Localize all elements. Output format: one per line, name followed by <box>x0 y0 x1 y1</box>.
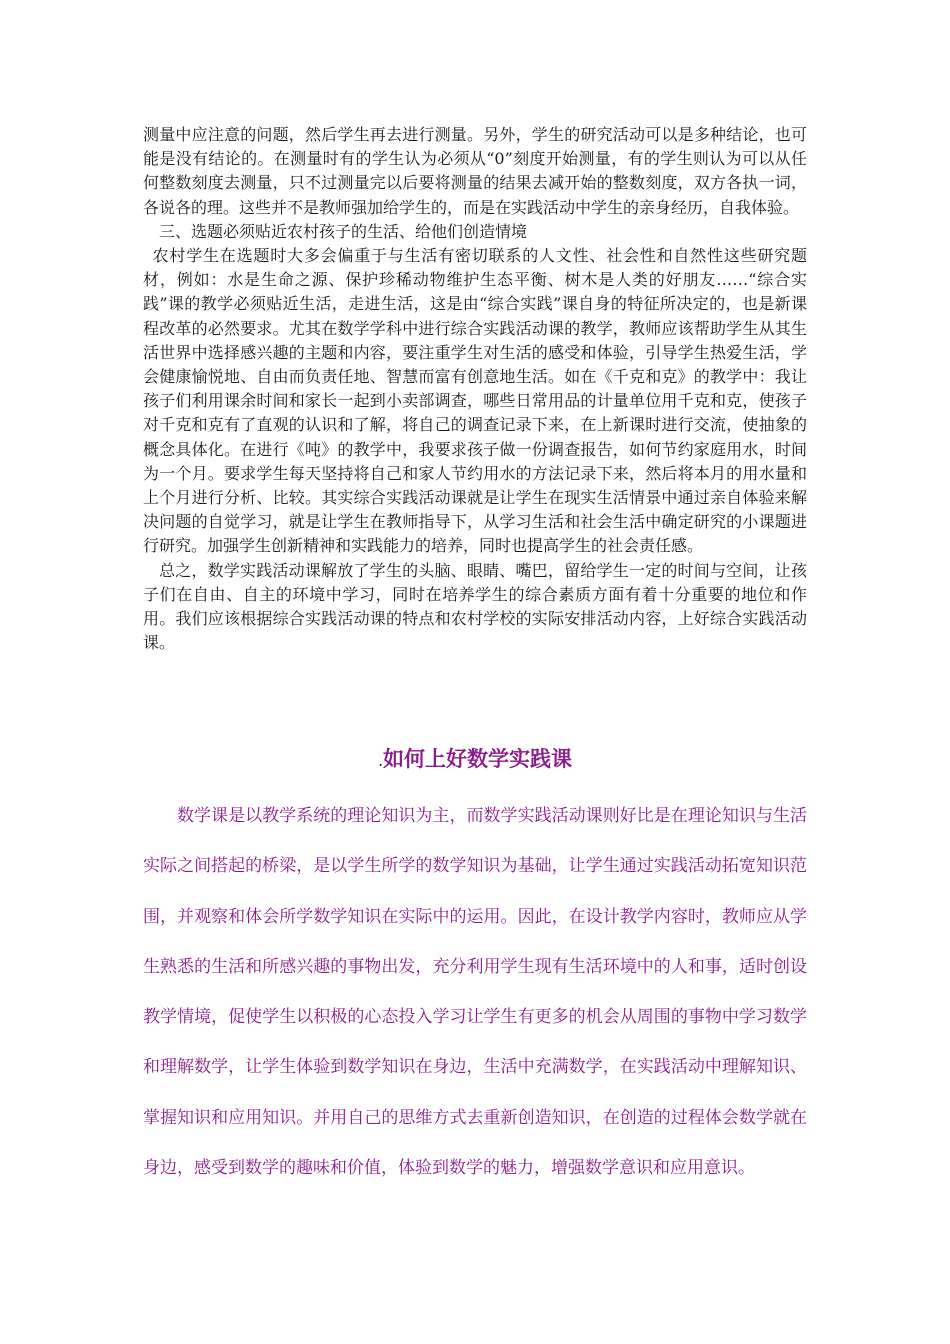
section-heading-three: 三、选题必须贴近农村孩子的生活、给他们创造情境 <box>159 221 528 241</box>
article-title-text: 如何上好数学实践课 <box>383 747 573 771</box>
paragraph-rural-topics: 农村学生在选题时大多会偏重于与生活有密切联系的人文性、社会性和自然性这些研究题材，例如：水是生命之源、保护珍稀动物维护生态平衡、树木是人类的好朋友……“综合实践”课的教学必须贴近生活，走进生活，这是由“综合实践”课自身的特征所决定的，也是新课程改革的必然要求。尤其在数学学科中进行综合实践活动课的教学，教师应该帮助学生从其生活世界中选择感兴趣的主题和内容，要注重学生对生活的感受和体验，引导学生热爱生活，学会健康愉悦地、自由而负责任地、智慧而富有创意地生活。如在《千克和克》的教学中：我让孩子们利用课余时间和家长一起到小卖部调查，哪些日常用品的计量单位用千克和克，使孩子对千克和克有了直观的认识和了解，将自己的调查记录下来，在上新课时进行交流，使抽象的概念具体化。在进行《吨》的教学中，我要求孩子做一份调查报告，如何节约家庭用水，时间为一个月。要求学生每天坚持将自己和家人节约用水的方法记录下来，然后将本月的用水量和上个月进行分析、比较。其实综合实践活动课就是让学生在现实生活情景中通过亲自体验来解决问题的自觉学习，就是让学生在教师指导下，从学习生活和社会生活中确定研究的小课题进行研究。加强学生创新精神和实践能力的培养，同时也提高学生的社会责任感。 <box>143 246 807 556</box>
section-continued-text <box>143 123 807 655</box>
paragraph-summary: 总之，数学实践活动课解放了学生的头脑、眼睛、嘴巴，留给学生一定的时间与空间，让孩子们在自由、自主的环境中学习，同时在培养学生的综合素质方面有着十分重要的地位和作用。我们应该根据综合实践活动课的特点和农村学校的实际安排活动内容，上好综合实践活动课。 <box>143 560 807 653</box>
paragraph-practice-class: 数学课是以教学系统的理论知识为主，而数学实践活动课则好比是在理论知识与生活实际之间搭起的桥梁，是以学生所学的数学知识为基础，让学生通过实践活动拓宽知识范围，并观察和体会所学数学知识在实际中的运用。因此，在设计教学内容时，教师应从学生熟悉的生活和所感兴趣的事物出发，充分利用学生现有生活环境中的人和事，适时创设教学情境，促使学生以积极的心态投入学习让学生有更多的机会从周围的事物中学习数学和理解数学，让学生体验到数学知识在身边，生活中充满数学，在实践活动中理解知识、掌握知识和应用知识。并用自己的思维方式去重新创造知识，在创造的过程体会数学就在身边，感受到数学的趣味和价值，体验到数学的魅力，增强数学意识和应用意识。 <box>143 806 807 1179</box>
article-body <box>143 791 807 1193</box>
title-prefix-dot: . <box>377 751 384 770</box>
paragraph-measurement: 测量中应注意的问题，然后学生再去进行测量。另外，学生的研究活动可以是多种结论，也可能是没有结论的。在测量时有的学生认为必须从“0”刻度开始测量，有的学生则认为可以从任何整数刻度去测量，只不过测量完以后要将测量的结果去减开始的整数刻度，双方各执一词，各说各的理。这些并不是教师强加给学生的，而是在实践活动中学生的亲身经历，自我体验。 <box>143 125 807 217</box>
article-title <box>0 743 950 773</box>
